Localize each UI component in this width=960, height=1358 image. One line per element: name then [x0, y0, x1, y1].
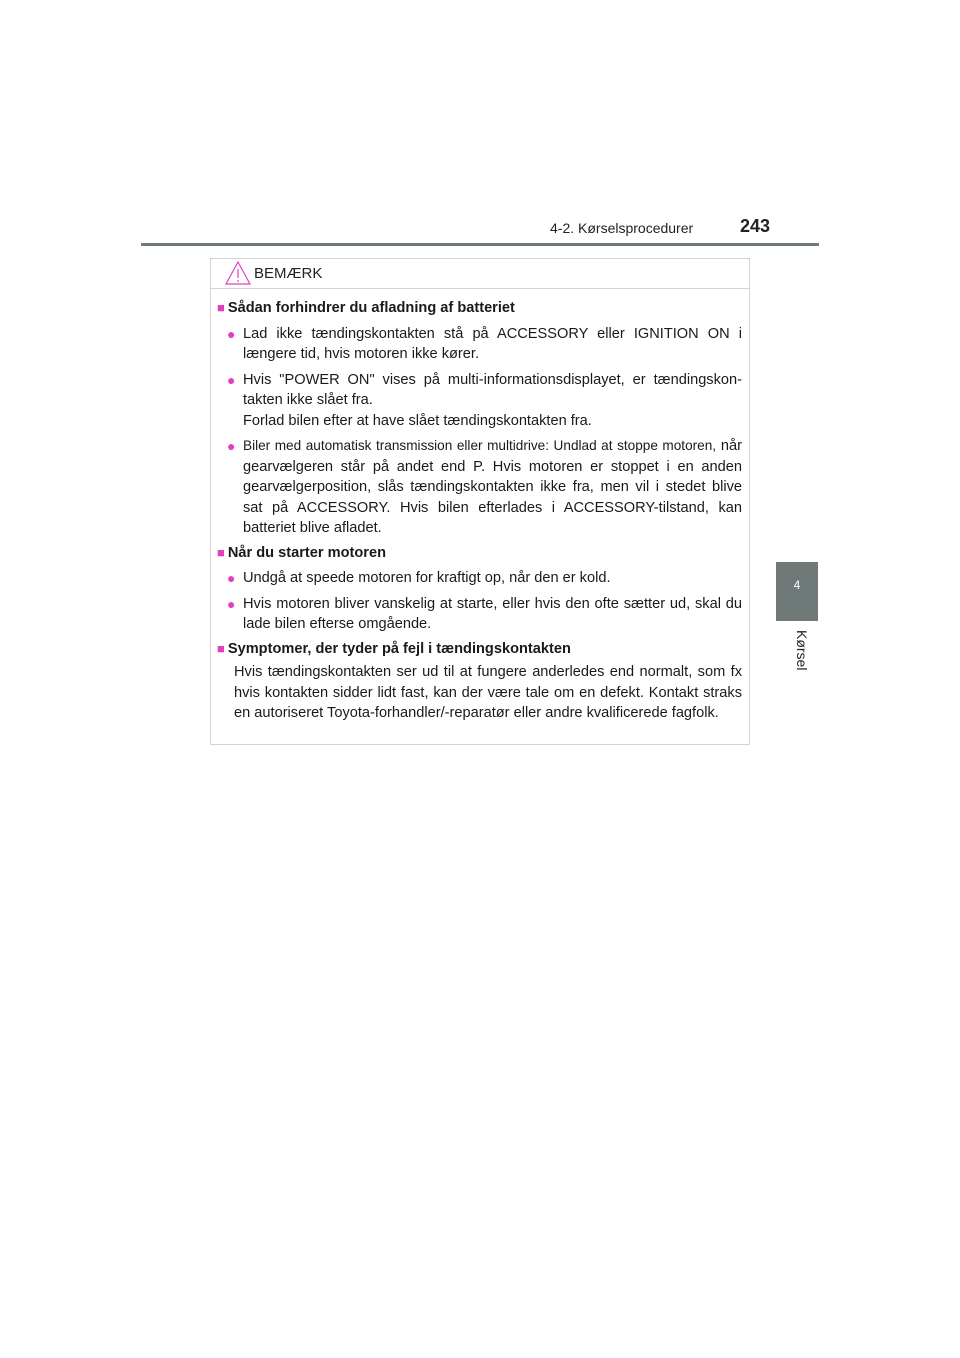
- warning-icon: [225, 261, 251, 285]
- section-heading: Symptomer, der tyder på fejl i tændingskontakten: [227, 640, 571, 657]
- bullet-text: Lad ikke tændingskontakten stå på ACCESSORY eller IGNITION ON i længere tid, hvis motoren ikke kører.: [243, 325, 742, 362]
- section-title-battery: [217, 298, 742, 319]
- square-bullet-icon: ■: [217, 640, 225, 656]
- section-heading: Sådan forhindrer du afladning af batteriet: [227, 300, 515, 316]
- section-battery: [217, 298, 742, 539]
- section-title: 4-2. Kørselsprocedurer: [550, 220, 694, 236]
- notice-body: [211, 289, 749, 724]
- header-rule: [141, 243, 819, 246]
- square-bullet-icon: ■: [217, 300, 225, 315]
- list-item: [217, 370, 742, 432]
- bullet-icon: ●: [227, 371, 236, 388]
- list-item: [217, 436, 742, 539]
- bullet-text: [243, 370, 742, 432]
- section-symptoms: [217, 639, 742, 724]
- notice-title: BEMÆRK: [254, 265, 323, 282]
- list-item: [217, 324, 742, 365]
- bullet-text: Hvis motoren bliver vanskelig at starte, eller hvis den ofte sætter ud, skal du lade bilen efterse omgående.: [243, 595, 742, 632]
- section-heading: Når du starter motoren: [227, 544, 386, 561]
- bullet-text: Undgå at speede motoren for kraftigt op, når den er kold.: [243, 570, 611, 586]
- bullet-line: Hvis "POWER ON" vises på multi-informationsdisplayet, er tændingskon- takten ikke slået fra.: [243, 371, 742, 408]
- bullet-icon: ●: [227, 325, 236, 342]
- bullet-line: Biler med automatisk transmission eller multidrive: Undlad at stoppe motoren,: [243, 438, 717, 453]
- chapter-tab: 4: [776, 562, 818, 621]
- notice-box: [210, 258, 750, 745]
- list-item: [217, 594, 742, 635]
- section-starting: [217, 543, 742, 635]
- section-paragraph: Hvis tændingskontakten ser ud til at fungere anderledes end normalt, som fx hvis kontakten sidder lidt fast, kan der være tale om en defekt. Kontakt straks en autoriseret Toyota-forhandler/-reparatør eller andre kvalificerede fagfolk.: [234, 664, 742, 721]
- bullet-line: Forlad bilen efter at have slået tændingskontakten fra.: [243, 412, 592, 429]
- list-item: [217, 568, 742, 589]
- page-number: 243: [740, 216, 771, 236]
- chapter-label: Kørsel: [794, 630, 810, 671]
- bullet-icon: ●: [227, 438, 236, 454]
- section-title-symptoms: [217, 639, 742, 660]
- section-title-starting: [217, 543, 742, 564]
- bullet-icon: ●: [227, 570, 236, 586]
- notice-header: [211, 259, 749, 289]
- bullet-line: når gearvælgeren står på andet end P. Hvis motoren er stoppet i en anden gearvælgerposition, slås tændingskontakten ikke fra, men vil i stedet blive sat på ACCESSORY. Hvis bilen efterlades i ACCESSORY-tilstand, kan batteriet blive afladet.: [243, 438, 742, 536]
- bullet-text: [243, 436, 742, 539]
- bullet-icon: ●: [227, 595, 236, 612]
- square-bullet-icon: ■: [217, 544, 225, 560]
